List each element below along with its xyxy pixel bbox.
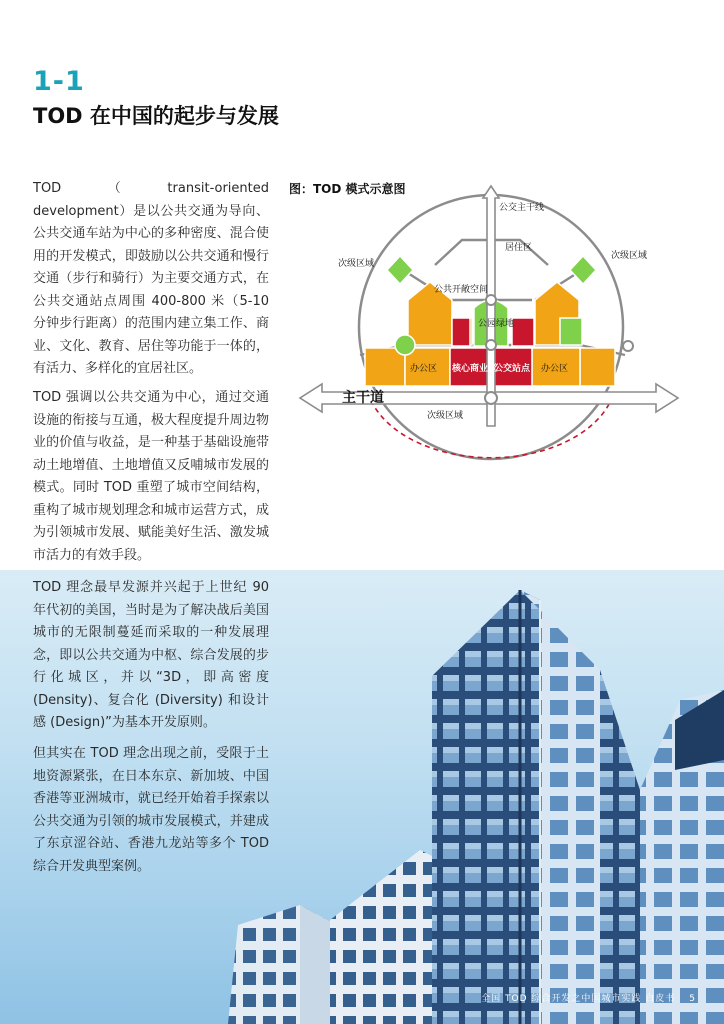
figure-caption: 图：TOD 模式示意图 [289, 182, 406, 196]
paragraph-tod-value: TOD 强调以公共交通为中心，通过交通设施的衔接与互通，极大程度提升周边物业的价值与收益，是一种基于基础设施带动土地增值、土地增值又反哺城市发展的模式。同时 TOD 重塑了城市空间结构，重构了城市规划理念和城市运营方式，成为引领城市发展、赋能美好生活、激发城市活力的有效手段。 [33, 390, 269, 563]
footer [0, 991, 696, 1004]
station-node-center [486, 340, 496, 350]
label-secondary-left: 次级区域 [338, 259, 375, 269]
page-number: 5 [689, 994, 696, 1004]
block-red-right [512, 318, 534, 346]
station-node-top [486, 295, 496, 305]
label-main-road: 主干道 [342, 390, 384, 406]
paragraph-tod-definition: TOD（transit-oriented development）是以公共交通为导向、公共交通车站为中心的多种密度、混合使用的开发模式，即鼓励以公共交通和慢行交通（步行和骑行）为主要交通方式，在公共交通站点周围 400-800 米（5-10 分钟步行距离）的范围内建立集工作、商业、文化、教育、居住等功能于一体的，有活力、多样化的宜居社区。 [33, 181, 269, 376]
label-transit-trunk: 公交主干线 [499, 203, 545, 213]
section-number: 1-1 [33, 66, 85, 97]
label-secondary-bottom: 次级区域 [427, 411, 464, 421]
green-diamond-left [387, 256, 413, 284]
block-right-low [580, 348, 615, 386]
tod-model-diagram [298, 180, 718, 470]
footer-title: 全国 TOD 综合开发之中国城市实践 白皮书 [481, 994, 676, 1004]
label-office-right: 办公区 [541, 364, 569, 374]
station-node-right [623, 341, 633, 351]
green-diamond-right [570, 256, 596, 284]
label-office-left: 办公区 [410, 364, 438, 374]
label-core-commercial: 核心商业区 [452, 364, 498, 374]
green-node-left [395, 335, 415, 355]
label-secondary-right: 次级区域 [611, 251, 648, 261]
block-red-left [452, 318, 470, 346]
paragraph-tod-origin: TOD 理念最早发源并兴起于上世纪 90 年代初的美国，当时是为了解决战后美国城市的无限制蔓延而采取的一种发展理念，即以公共交通为中枢、综合发展的步行化城区，并以“3D，即高密度 (Density)、复合化 (Diversity) 和设计感 (Design)”为基本开发原则。 [33, 580, 269, 730]
station-node-bottom [485, 392, 497, 404]
label-park: 公园绿地 [478, 319, 515, 329]
green-square [560, 318, 582, 345]
label-residential: 居住区 [505, 243, 533, 253]
paragraph-asia-practice: 但其实在 TOD 理念出现之前，受限于土地资源紧张，在日本东京、新加坡、中国香港等亚洲城市，就已经开始着手探索以公共交通为引领的城市发展模式，并建成了东京涩谷站、香港九龙站等多个 TOD 综合开发典型案例。 [33, 746, 269, 874]
label-open-space: 公共开敞空间 [434, 285, 489, 295]
section-title: TOD 在中国的起步与发展 [33, 104, 279, 128]
label-transit-station: 公交站点 [494, 364, 531, 374]
